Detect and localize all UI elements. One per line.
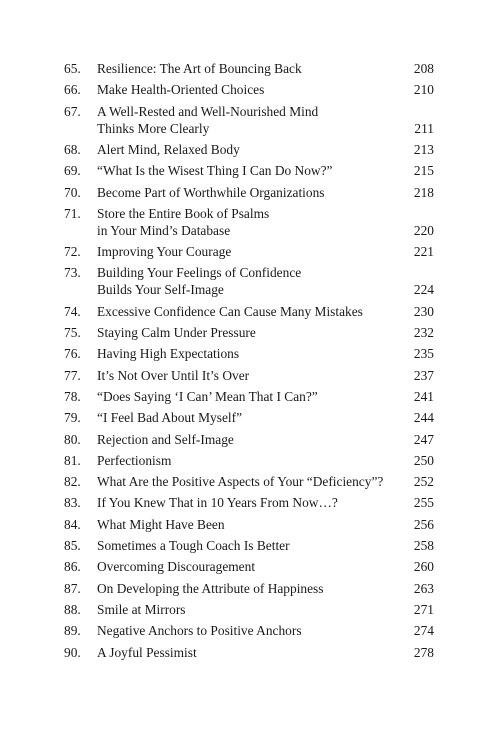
toc-entry-number: 79. [64,410,81,426]
toc-entry-page-number: 220 [413,222,434,238]
toc-entry-title-line: Perfectionism [97,452,172,468]
toc-entry-page-number: 210 [413,82,434,98]
toc-entry-title-line: What Might Have Been [97,516,225,532]
toc-entry-page-number: 244 [413,410,434,426]
toc-entry-page-number: 260 [413,559,434,575]
toc-entry-title-line: Building Your Feelings of Confidence [97,265,302,281]
toc-entry-title [97,602,397,619]
toc-entry-title-line: On Developing the Attribute of Happiness [97,580,324,596]
toc-entry-page-number: 215 [413,163,434,179]
toc-entry-title-line: Sometimes a Tough Coach Is Better [97,538,290,553]
toc-entry-title [97,304,397,321]
toc-entry-page-number: 255 [413,495,434,511]
toc-entry-number: 89. [64,623,81,639]
toc-entry-title-line: Having High Expectations [97,346,240,362]
toc-entry-title-line: Alert Mind, Relaxed Body [97,141,240,157]
toc-entry-title-line: “Does Saying ‘I Can’ Mean That I Can?” [97,388,318,404]
toc-entry-title [97,581,397,598]
toc-entry-title [97,432,397,449]
toc-entry-title-line: A Well-Rested and Well-Nourished Mind [97,103,319,119]
toc-entry-number: 75. [64,325,81,340]
toc-entry-number: 87. [64,580,81,596]
toc-entry-page-number: 258 [413,538,434,553]
toc-entry-title [97,82,397,99]
toc-entry-title [97,474,397,491]
toc-entry-number: 83. [64,495,81,511]
toc-entry-title-line: Overcoming Discouragement [97,559,256,575]
toc-entry-title [97,163,397,180]
toc-entry-title [97,410,397,427]
toc-entry-number: 88. [64,601,81,617]
toc-entry-page-number: 208 [413,61,434,76]
toc-entry-number: 85. [64,538,81,553]
toc-entry-title-line: Improving Your Courage [97,244,232,260]
toc-entry-number: 81. [64,452,81,468]
toc-entry-title-line: “I Feel Bad About Myself” [97,410,243,426]
toc-entry-title-line: in Your Mind’s Database [97,222,231,238]
toc-entry-title-line: If You Knew That in 10 Years From Now…? [97,495,338,511]
toc-entry-page-number: 256 [413,516,434,532]
toc-entry-number: 71. [64,205,81,221]
toc-entry-title [97,61,397,78]
toc-entry-title-line: Rejection and Self-Image [97,431,234,447]
toc-entry-page-number: 218 [413,184,434,200]
toc-entry-number: 78. [64,388,81,404]
toc-entry-title-line: Store the Entire Book of Psalms [97,205,270,221]
toc-entry-title-line: “What Is the Wisest Thing I Can Do Now?” [97,163,333,179]
toc-entry-title-line: Excessive Confidence Can Cause Many Mistakes [97,303,363,319]
toc-entry-page-number: 235 [413,346,434,362]
toc-entry-page-number: 274 [413,623,434,639]
toc-entry-title-line: A Joyful Pessimist [97,644,197,660]
toc-entry-title [97,206,397,240]
toc-entry-title-line: Negative Anchors to Positive Anchors [97,623,302,639]
toc-entry-number: 65. [64,61,81,76]
toc-entry-title [97,538,397,555]
toc-entry-number: 70. [64,184,81,200]
toc-entry-title [97,517,397,534]
toc-entry-number: 67. [64,103,81,119]
toc-entry-page-number: 232 [413,325,434,340]
toc-entry-title-line: Make Health-Oriented Choices [97,82,265,98]
toc-entry-page-number: 213 [413,141,434,157]
toc-entry-title-line: Resilience: The Art of Bouncing Back [97,61,302,76]
toc-entry-page-number: 241 [413,388,434,404]
toc-entry-page-number: 263 [413,580,434,596]
toc-entry-title [97,244,397,261]
toc-entry-page-number: 230 [413,303,434,319]
toc-entry-number: 80. [64,431,81,447]
toc-entry-title-line: It’s Not Over Until It’s Over [97,367,250,383]
toc-entry-title-line: Staying Calm Under Pressure [97,325,256,340]
toc-entry-title-line: Builds Your Self-Image [97,282,224,298]
toc-entry-number: 68. [64,141,81,157]
toc-entry-title [97,495,397,512]
toc-entry-title [97,185,397,202]
toc-entry-page-number: 250 [413,452,434,468]
toc-entry-number: 72. [64,244,81,260]
toc-entry-title [97,623,397,640]
toc-entry-title [97,142,397,159]
toc-entry-page-number: 237 [413,367,434,383]
toc-entry-number: 90. [64,644,81,660]
toc-entry-number: 74. [64,303,81,319]
toc-entry-title [97,453,397,470]
toc-entry-number: 84. [64,516,81,532]
toc-entry-title [97,389,397,406]
toc-entry-title [97,265,397,299]
toc-entry-number: 69. [64,163,81,179]
toc-entry-number: 77. [64,367,81,383]
toc-entry-title-line: Thinks More Clearly [97,120,210,136]
toc-entry-page-number: 211 [414,120,434,136]
toc-entry-title-line: Smile at Mirrors [97,601,186,617]
toc-entry-title [97,559,397,576]
toc-entry-title [97,645,397,662]
toc-entry-number: 66. [64,82,81,98]
toc-entry-page-number: 224 [413,282,434,298]
toc-entry-title-line: Become Part of Worthwhile Organizations [97,184,325,200]
toc-entry-title [97,346,397,363]
toc-entry-page-number: 247 [413,431,434,447]
toc-entry-title-line: What Are the Positive Aspects of Your “Deficiency”? [97,474,384,490]
toc-entry-page-number: 252 [413,474,434,490]
toc-entry-page-number: 278 [413,644,434,660]
toc-entry-number: 86. [64,559,81,575]
toc-entry-title [97,104,397,138]
toc-entry-page-number: 221 [413,244,434,260]
toc-entry-title [97,325,397,342]
toc-entry-page-number: 271 [413,601,434,617]
toc-entry-number: 82. [64,474,81,490]
toc-entry-title [97,368,397,385]
toc-entry-number: 73. [64,265,81,281]
toc-entry-number: 76. [64,346,81,362]
